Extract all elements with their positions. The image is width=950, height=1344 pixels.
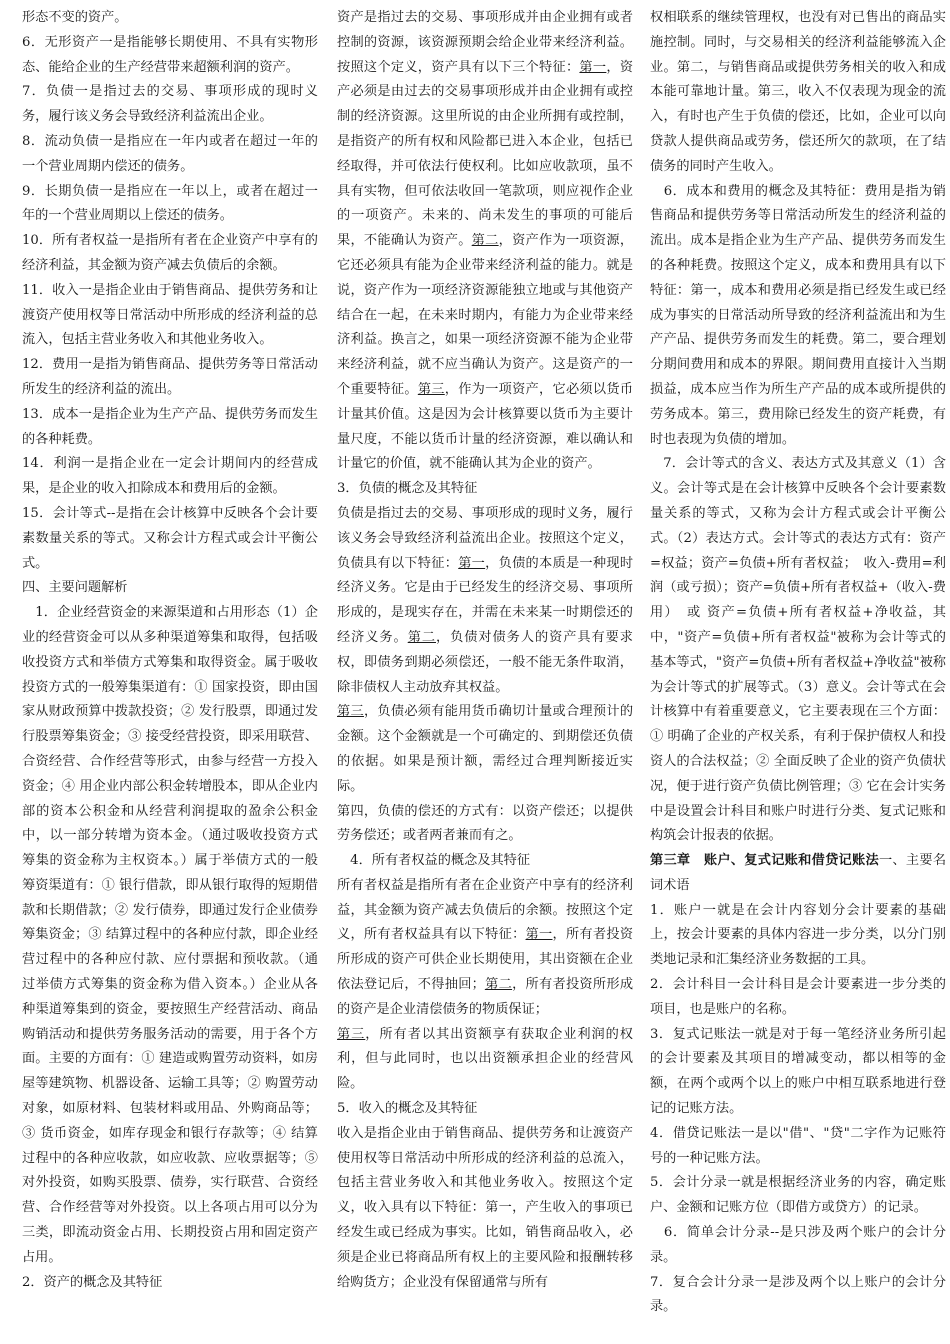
term-long-term-liabilities: 9．长期负债一是指应在一年以上，或者在超过一年的一个营业周期以上偿还的债务。 — [22, 183, 318, 224]
text-run: ，负债对债务人的资产具有要求权，即债务到期必须偿还，一般不能无条件取消，除非债权人主动放弃其权益。 — [337, 629, 633, 695]
chapter-subheading: 一、主要名词术语 — [650, 853, 947, 893]
underlined-third: 第三 — [337, 1026, 366, 1042]
underlined-second: 第二 — [484, 977, 513, 993]
term-liabilities: 7．负债一是指过去的交易、事项形成的现时义务，履行该义务会导致经济利益流出企业。 — [22, 84, 318, 125]
term-double-entry: 3．复式记账法一就是对于每一笔经济业务所引起的会计要素及其项目的增减变动，都以相等的金额，在两个或两个以上的账户中相互联系地进行登记的记账方法。 — [650, 1026, 946, 1117]
text-run: ，资产作为一项资源，它还必须具有能为企业带来经济利益的能力。就是说，资产作为一项经济资源能独立地或与其他资产结合在一起，在未来时期内，有能力为企业带来经济利益。换言之，如果一项经济资源不能为企业带来经济利益，就不应当确认为资产。这是资产的一个重要特征。 — [337, 233, 634, 397]
underlined-first: 第一 — [579, 59, 607, 75]
underlined-third: 第三 — [337, 704, 364, 720]
paragraph-equation: 7．会计等式的含义、表达方式及其意义（1）含义。会计等式是在会计核算中反映各个会计要素数量关系的等式，又称为会计方程式或会计平衡公式。（2）表达方式。会计等式的表达方式有：资产=权益；资产=负债+所有者权益； 收入-费用=利润（或亏损）；资产=负债+所有者权益+（收入-费用） 或 资产=负债+所有者权益+净收益，其中，"资产=负债+所有者权益"被称为会计等式的基本等式，"资产=负债+所有者权益+净收益"被称为会计等式的扩展等式。（3）意义。会计等式在会计核算中有着重要意义，它主要表现在三个方面：① 明确了企业的产权关系，有利于保护债权人和投资人的合法权益；② 全面反映了企业的资产负债状况，便于进行资产负债比例管理；③ 它在会计实务中是设置会计科目和账户时进行分类、复式记账和构筑会计报表的依据。 — [650, 456, 946, 844]
paragraph-cost-expense: 6．成本和费用的概念及其特征：费用是指为销售商品和提供劳务等日常活动所发生的经济利益的流出。成本是指企业为生产产品、提供劳务而发生的各种耗费。按照这个定义，成本和费用具有以下特征：第一，成本和费用必须是指已经发生或已经成为事实的日常活动所导致的经济利益流出和为生产产品、提供劳务而发生的耗费。第二，要合理划分期间费用和成本的界限。期间费用直接计入当期损益，成本应当作为所生产产品的成本或所提供的劳务成本。第三，费用除已经发生的资产耗费，有时也表现为负债的增加。 — [650, 183, 946, 447]
text-run: 负债是指过去的交易、事项形成的现时义务，履行该义务会导致经济利益流出企业。按照这个定义，负债具有以下特征： — [337, 505, 633, 571]
underlined-first: 第一 — [525, 927, 553, 943]
term-intangible-assets: 6．无形资产一是指能够长期使用、不具有实物形态、能给企业的生产经营带来超额利润的资产。 — [22, 34, 318, 75]
text-column-right — [650, 6, 946, 1320]
text-run: ，所有者投资所形成的资产可供企业长期使用，其出资额在企业依法登记后，不得抽回； — [337, 927, 634, 993]
term-expenses: 12．费用一是指为销售商品、提供劳务等日常活动所发生的经济利益的流出。 — [22, 357, 318, 397]
paragraph-liabilities-third — [337, 700, 633, 799]
term-simple-entry: 6．简单会计分录--是只涉及两个账户的会计分录。 — [650, 1225, 946, 1265]
term-account-title: 2．会计科目一会计科目是会计要素进一步分类的项目，也是账户的名称。 — [650, 977, 946, 1017]
text-run: ，所有者以其出资额享有获取企业利润的权利，但与此同时，也以出资额承担企业的经营风险。 — [337, 1026, 633, 1092]
underlined-third: 第三 — [417, 381, 445, 397]
underlined-second: 第二 — [471, 233, 499, 249]
section-heading: 四、主要问题解析 — [22, 580, 128, 596]
term-profit: 14．利润一是指企业在一定会计期间内的经营成果，是企业的收入扣除成本和费用后的金额。 — [22, 456, 318, 497]
text-run: ，所有者投资所形成的资产是企业清偿债务的物质保证； — [337, 977, 634, 1017]
underlined-second: 第二 — [407, 629, 436, 645]
text-run: 所有者权益是指所有者在企业资产中享有的经济利益，其金额为资产减去负债后的余额。按照这个定义，所有者权益具有以下特征： — [337, 877, 633, 943]
term-owners-equity: 10．所有者权益一是指所有者在企业资产中享有的经济利益，其金额为资产减去负债后的余额。 — [22, 233, 318, 273]
paragraph-revenue-cont: 权相联系的继续管理权，也没有对已售出的商品实施控制。同时，与交易相关的经济利益能够流入企业。第二，与销售商品或提供劳务相关的收入和成本能可靠地计量。第三，收入不仅表现为现金的流入，有时也产生于负债的偿还，比如，企业可以向贷款人提供商品或劳务，偿还所欠的款项，在了结债务的同时产生收入。 — [650, 10, 946, 174]
subsection-heading: 4．所有者权益的概念及其特征 — [337, 853, 531, 869]
paragraph-liabilities — [337, 502, 633, 700]
term-accounting-equation: 15．会计等式--是指在会计核算中反映各个会计要素数量关系的等式。又称会计方程式或会计平衡公式。 — [22, 505, 318, 571]
term-account: 1．账户一就是在会计内容划分会计要素的基础上，按会计要素的具体内容进一步分类，以分门别类地记录和汇集经济业务数据的工具。 — [650, 902, 946, 968]
subsection-heading: 3．负债的概念及其特征 — [337, 481, 478, 497]
text-run: ，资产必须是由过去的交易事项形成并由企业拥有或控制的经济资源。这里所说的由企业所拥有或控制，是指资产的所有权和风险都已进入本企业，包括已经取得，并可依法行使权利。比如应收款项，虽不具有实物，但可依法收回一笔款项，则应视作企业的一项资产。未来的、尚未发生的事项的可能后果，不能确认为资产。 — [337, 59, 634, 249]
text-column-left — [22, 6, 318, 1295]
subsection-heading: 2．资产的概念及其特征 — [22, 1274, 163, 1290]
paragraph-liabilities-fourth: 第四，负债的偿还的方式有：以资产偿还；以提供劳务偿还；或者两者兼而有之。 — [337, 803, 633, 844]
term-current-liabilities: 8．流动负债一是指应在一年内或者在超过一年的一个营业周期内偿还的债务。 — [22, 133, 318, 174]
paragraph-assets — [337, 6, 633, 477]
text-run: ，负债必须有能用货币确切计量或合理预计的金额。这个金额就是一个可确定的、到期偿还负债的依据。如果是预计额，需经过合理判断接近实际。 — [337, 704, 634, 794]
paragraph-equity-third — [337, 1023, 633, 1097]
chapter-heading — [650, 849, 946, 899]
term-revenue: 11．收入一是指企业由于销售商品、提供劳务和让渡资产使用权等日常活动中所形成的经济利益的总流入，包括主营业务收入和其他业务收入。 — [22, 282, 318, 348]
text-run: ，负债的本质是一种现时经济义务。它是由于已经发生的经济交易、事项所形成的，是现实存在，并需在未来某一时期偿还的经济义务。 — [337, 555, 634, 645]
paragraph-equity — [337, 874, 633, 1023]
text-run: 资产是指过去的交易、事项形成并由企业拥有或者控制的资源，该资源预期会给企业带来经济利益。按照这个定义，资产具有以下三个特征： — [337, 10, 633, 75]
subsection-heading: 5．收入的概念及其特征 — [337, 1101, 478, 1117]
chapter-title: 第三章 账户、复式记账和借贷记账法 — [650, 853, 879, 869]
paragraph: 形态不变的资产。 — [22, 10, 128, 25]
underlined-first: 第一 — [458, 555, 486, 571]
paragraph-funding-sources: 1．企业经营资金的来源渠道和占用形态（1）企业的经营资金可以从多种渠道筹集和取得，包括吸收投资方式和举债方式筹集和取得资金。属于吸收投资方式的一般筹集渠道有：① 国家投资，即由国家从财政预算中拨款投资；② 发行股票，即通过发行股票筹集资金；③ 接受经营投资，即采用联营、合资经营、合作经营等形式，由参与经营一方投入资金；④ 用企业内部公积金转增股本，即从企业内部的资本公积金和从经营利润提取的盈余公积金中，以一部分转增为资本金。（通过吸收投资方式筹集的资金称为主权资本。）属于举债方式的一般筹资渠道有：① 银行借款，即从银行取得的短期借款和长期借款；② 发行债券，即通过发行企业债券筹集资金；③ 结算过程中的各种应付款，即企业经营过程中的各种应付款、应付票据和预收款。（通过举债方式筹集的资金称为借入资本。）企业从各种渠道筹集到的资金，要按照生产经营活动、商品购销活动和提供劳务服务活动的需要，用于各个方面。主要的方面有：① 建造或购置劳动资料，如房屋等建筑物、机器设备、运输工具等；② 购置劳动对象，如原材料、包装材料或用品、外购商品等；③ 货币资金，如库存现金和银行存款等；④ 结算过程中的各种应收款，如应收款、应收票据等；⑤ 对外投资，如购买股票、债券，实行联营、合资经营、合作经营等对外投资。以上各项占用可以分为三类，即流动资金占用、长期投资占用和固定资产占用。 — [22, 605, 318, 1265]
term-cost: 13．成本一是指企业为生产产品、提供劳务而发生的各种耗费。 — [22, 406, 318, 447]
text-run: ，作为一项资产，它必须以货币计量其价值。这是因为会计核算要以货币为主要计量尺度，不能以货币计量的经济资源，难以确认和计量它的价值，就不能确认其为企业的资产。 — [337, 381, 634, 472]
text-column-middle — [337, 6, 633, 1295]
term-compound-entry: 7．复合会计分录一是涉及两个以上账户的会计分录。 — [650, 1274, 946, 1315]
paragraph-revenue: 收入是指企业由于销售商品、提供劳务和让渡资产使用权等日常活动中所形成的经济利益的总流入，包括主营业务收入和其他业务收入。按照这个定义，收入具有以下特征：第一，产生收入的事项已经发生或已经成为事实。比如，销售商品收入，必须是企业已将商品所有权上的主要风险和报酬转移给购货方；企业没有保留通常与所有 — [337, 1125, 633, 1290]
term-journal-entry: 5．会计分录一就是根据经济业务的内容，确定账户、金额和记账方位（即借方或贷方）的记录。 — [650, 1175, 946, 1216]
term-debit-credit: 4．借贷记账法一是以"借"、"贷"二字作为记账符号的一种记账方法。 — [650, 1125, 946, 1166]
